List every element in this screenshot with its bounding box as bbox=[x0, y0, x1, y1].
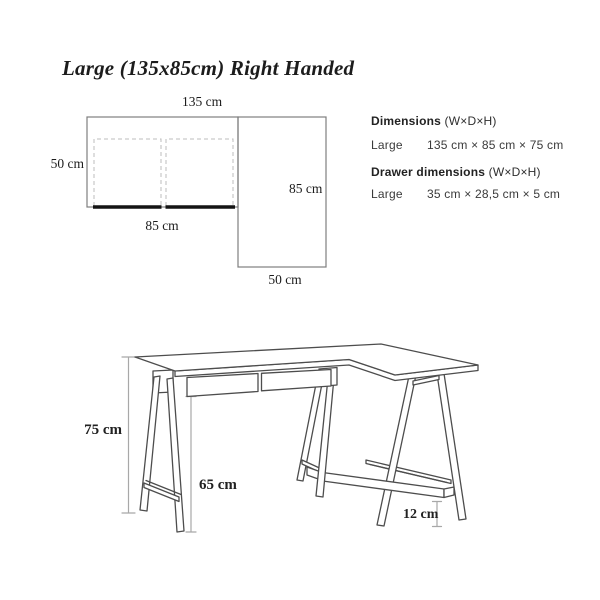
clearance-65-dimension-line bbox=[186, 397, 196, 533]
drawer-front-left bbox=[187, 374, 258, 397]
dimensions-unit-note: (W×D×H) bbox=[441, 114, 497, 128]
right-trestle-left-leg bbox=[377, 375, 416, 526]
left-trestle-front-leg bbox=[167, 378, 184, 532]
height-75-dimension-line bbox=[122, 357, 135, 513]
dimensions-row bbox=[371, 138, 563, 152]
plan-front-width-label: 85 cm bbox=[145, 218, 179, 233]
plan-drawer-right-outline bbox=[166, 139, 233, 206]
drawer-dimensions-row bbox=[371, 187, 560, 201]
drawer-dimensions-row-size: Large bbox=[371, 187, 403, 201]
page-title: Large (135x85cm) Right Handed bbox=[62, 56, 355, 80]
plan-left-depth-label: 50 cm bbox=[50, 156, 84, 171]
footrest-right-end bbox=[444, 487, 454, 498]
right-trestle-right-leg bbox=[437, 374, 466, 521]
dimensions-heading-strong: Dimensions bbox=[371, 114, 442, 128]
dimensions-heading bbox=[371, 114, 497, 128]
desk-illustration-drawing bbox=[122, 344, 478, 532]
drawer-dimensions-heading-strong: Drawer dimensions bbox=[371, 165, 486, 179]
footrest-inner-edge bbox=[370, 465, 447, 483]
drawer-dimensions-unit-note: (W×D×H) bbox=[485, 165, 541, 179]
footrest-height-label: 12 cm bbox=[403, 507, 439, 522]
clearance-height-label: 65 cm bbox=[199, 477, 237, 493]
right-trestle bbox=[413, 374, 466, 521]
plan-top-width-label: 135 cm bbox=[182, 94, 223, 109]
plan-return-depth-label: 85 cm bbox=[289, 181, 323, 196]
footrest-frame-front bbox=[307, 467, 454, 498]
left-trestle bbox=[140, 370, 184, 532]
dimensions-row-size: Large bbox=[371, 138, 403, 152]
drawer-dimensions-row-value: 35 cm × 28,5 cm × 5 cm bbox=[427, 187, 561, 201]
dimensions-row-value: 135 cm × 85 cm × 75 cm bbox=[427, 138, 564, 152]
plan-main-top bbox=[87, 117, 238, 207]
desk-height-label: 75 cm bbox=[84, 422, 122, 438]
plan-return-width-label: 50 cm bbox=[268, 272, 302, 287]
drawer-dimensions-heading bbox=[371, 165, 541, 179]
plan-drawer-left-outline bbox=[94, 139, 161, 206]
